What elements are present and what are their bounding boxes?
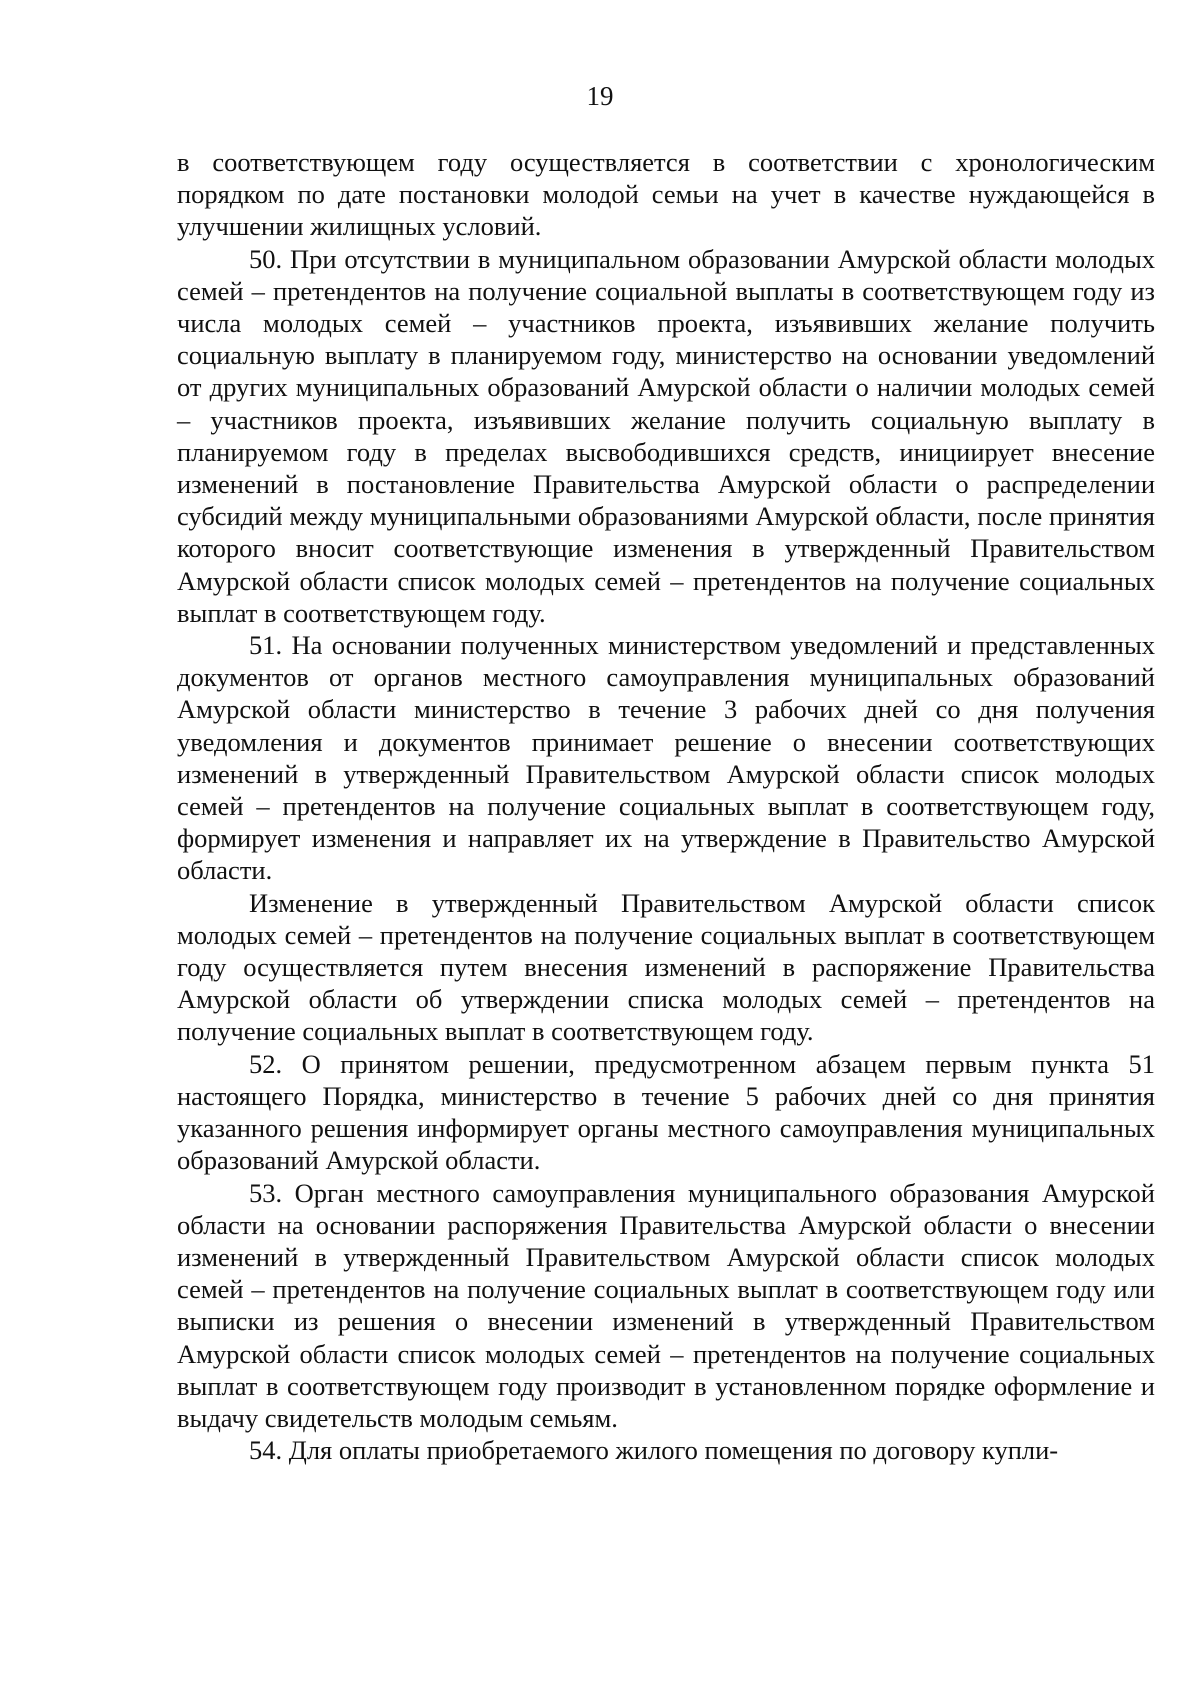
paragraph-54: 54. Для оплаты приобретаемого жилого помещения по договору купли- xyxy=(249,1435,1059,1466)
paragraph-53: 53. Орган местного самоуправления муниципального образования Амурской области на основании распоряжения Правительства Амурской области о внесении изменений в утвержденный Правительством Амурской области список молодых семей – претендентов на получение социальных выплат в соответствующем году или выписки из решения о внесении изменений в утвержденный Правительством Амурской области список молодых семей – претендентов на получение социальных выплат в соответствующем году производит в установленном порядке оформление и выдачу свидетельств молодым семьям. xyxy=(177,1177,1155,1433)
paragraph-continuation: в соответствующем году осуществляется в соответствии с хронологическим порядком по дате постановки молодой семьи на учет в качестве нуждающейся в улучшении жилищных условий. xyxy=(177,147,1155,242)
paragraph-50: 50. При отсутствии в муниципальном образовании Амурской области молодых семей – претендентов на получение социальной выплаты в соответствующем году из числа молодых семей – участников проекта, изъявивших желание получить социальную выплату в планируемом году, министерство на основании уведомлений от других муниципальных образований Амурской области о наличии молодых семей – участников проекта, изъявивших желание получить социальную выплату в планируемом году в пределах высвободившихся средств, инициирует внесение изменений в постановление Правительства Амурской области о распределении субсидий между муниципальными образованиями Амурской области, после принятия которого вносит соответствующие изменения в утвержденный Правительством Амурской области список молодых семей – претендентов на получение социальных выплат в соответствующем году. xyxy=(177,243,1155,628)
paragraph-52: 52. О принятом решении, предусмотренном абзацем первым пункта 51 настоящего Порядка, министерство в течение 5 рабочих дней со дня принятия указанного решения информирует органы местного самоуправления муниципальных образований Амурской области. xyxy=(177,1048,1155,1176)
page-number: 19 xyxy=(586,81,614,111)
paragraph-51: 51. На основании полученных министерством уведомлений и представленных документов от органов местного самоуправления муниципальных образований Амурской области министерство в течение 3 рабочих дней со дня получения уведомления и документов принимает решение о внесении соответствующих изменений в утвержденный Правительством Амурской области список молодых семей – претендентов на получение социальных выплат в соответствующем году, формирует изменения и направляет их на утверждение в Правительство Амурской области. xyxy=(177,630,1155,886)
document-body xyxy=(177,146,1155,1466)
paragraph-51-change: Изменение в утвержденный Правительством Амурской области список молодых семей – претендентов на получение социальных выплат в соответствующем году осуществляется путем внесения изменений в распоряжение Правительства Амурской области об утверждении списка молодых семей – претендентов на получение социальных выплат в соответствующем году. xyxy=(177,887,1155,1047)
